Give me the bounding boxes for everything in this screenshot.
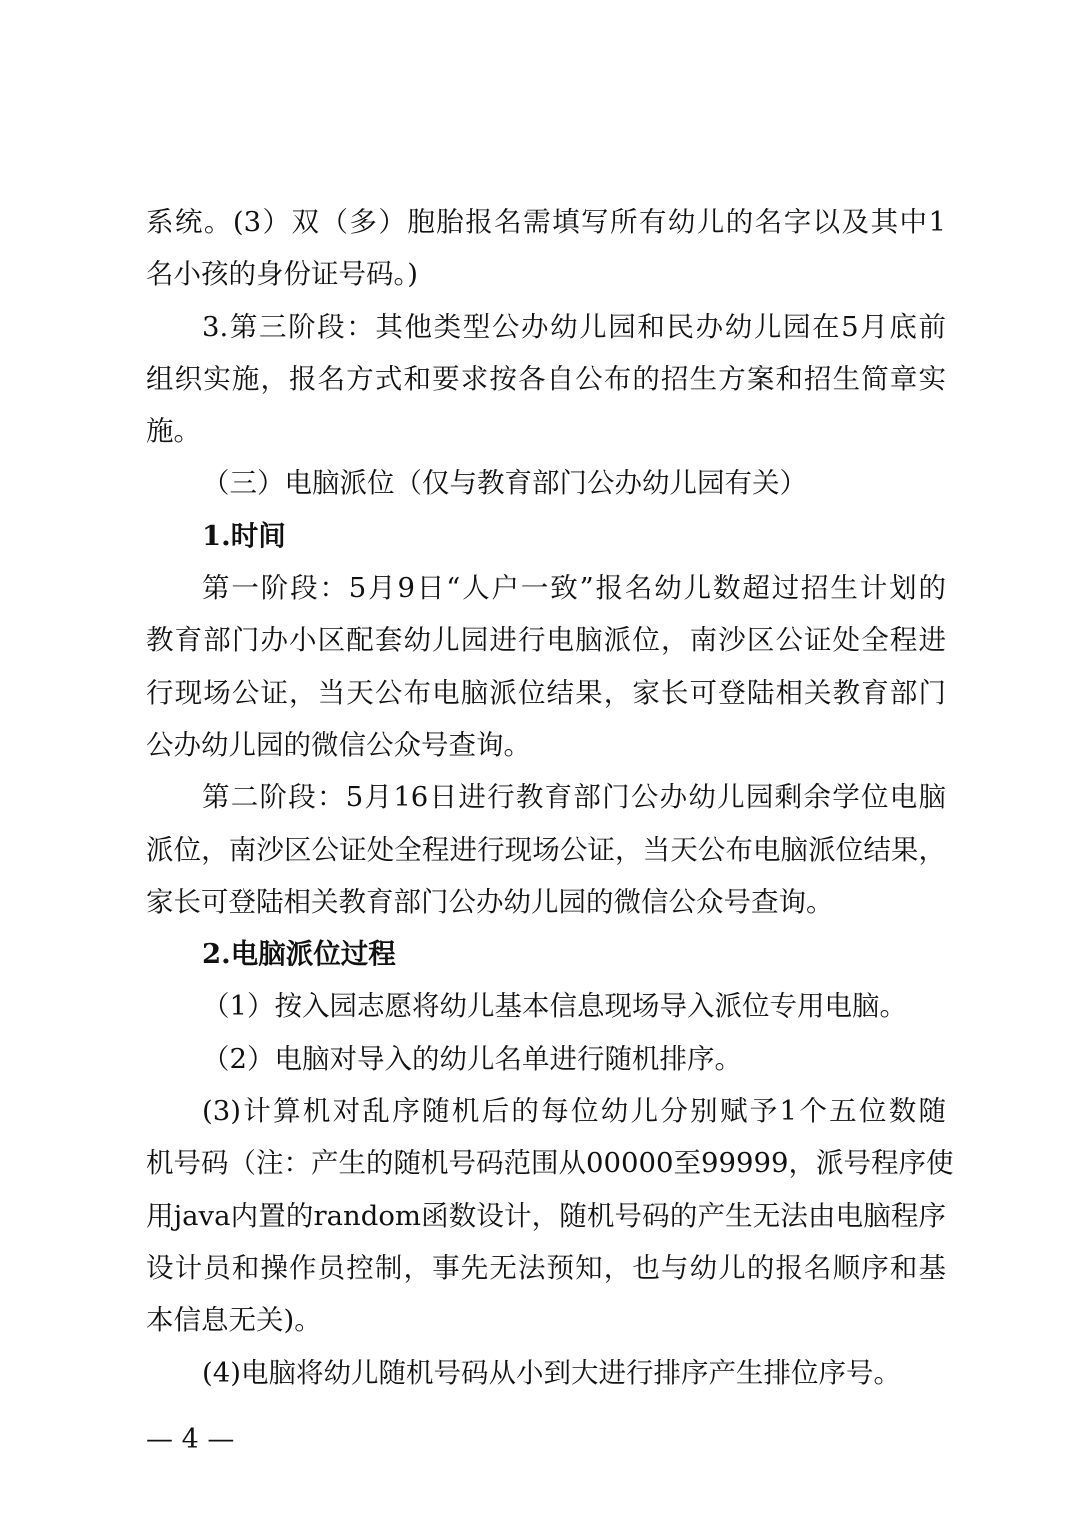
body-text-line: 教育部门办小区配套幼儿园进行电脑派位，南沙区公证处全程进 bbox=[146, 624, 946, 657]
process-step-1: （1）按入园志愿将幼儿基本信息现场导入派位专用电脑。 bbox=[202, 990, 907, 1023]
body-text-line: 名小孩的身份证号码。) bbox=[146, 258, 418, 291]
document-body bbox=[146, 196, 954, 1399]
process-step-3: (3)计算机对乱序随机后的每位幼儿分别赋予1个五位数随 bbox=[202, 1095, 946, 1128]
body-text-line: 公办幼儿园的微信公众号查询。 bbox=[146, 728, 531, 761]
body-text-line: 机号码（注：产生的随机号码范围从00000至99999，派号程序使 bbox=[146, 1147, 954, 1180]
stage-three-paragraph: 3.第三阶段：其他类型公办幼儿园和民办幼儿园在5月底前 bbox=[202, 310, 946, 343]
process-step-2: （2）电脑对导入的幼儿名单进行随机排序。 bbox=[202, 1042, 742, 1075]
body-text-line: 行现场公证，当天公布电脑派位结果，家长可登陆相关教育部门 bbox=[146, 676, 946, 709]
page-number: — 4 — bbox=[146, 1424, 235, 1455]
body-text-line: 家长可登陆相关教育部门公办幼儿园的微信公众号查询。 bbox=[146, 885, 834, 918]
body-text-line: 本信息无关)。 bbox=[146, 1304, 322, 1337]
subheading-time: 1.时间 bbox=[202, 519, 286, 552]
body-text-line: 施。 bbox=[146, 415, 201, 448]
body-text-line: 组织实施，报名方式和要求按各自公布的招生方案和招生简章实 bbox=[146, 362, 946, 395]
body-text-line: 用java内置的random函数设计，随机号码的产生无法由电脑程序 bbox=[146, 1199, 946, 1232]
section-heading: （三）电脑派位（仅与教育部门公办幼儿园有关） bbox=[202, 467, 807, 500]
body-text-line: 系统。(3）双（多）胞胎报名需填写所有幼儿的名字以及其中1 bbox=[146, 206, 946, 238]
body-text-line: 设计员和操作员控制，事先无法预知，也与幼儿的报名顺序和基 bbox=[146, 1251, 946, 1284]
body-text-line: 派位，南沙区公证处全程进行现场公证，当天公布电脑派位结果， bbox=[146, 833, 946, 866]
stage-one-paragraph: 第一阶段：5月9日“人户一致”报名幼儿数超过招生计划的 bbox=[202, 572, 946, 605]
subheading-process: 2.电脑派位过程 bbox=[202, 938, 396, 971]
process-step-4: (4)电脑将幼儿随机号码从小到大进行排序产生排位序号。 bbox=[202, 1356, 901, 1389]
stage-two-paragraph: 第二阶段：5月16日进行教育部门公办幼儿园剩余学位电脑 bbox=[202, 781, 946, 814]
